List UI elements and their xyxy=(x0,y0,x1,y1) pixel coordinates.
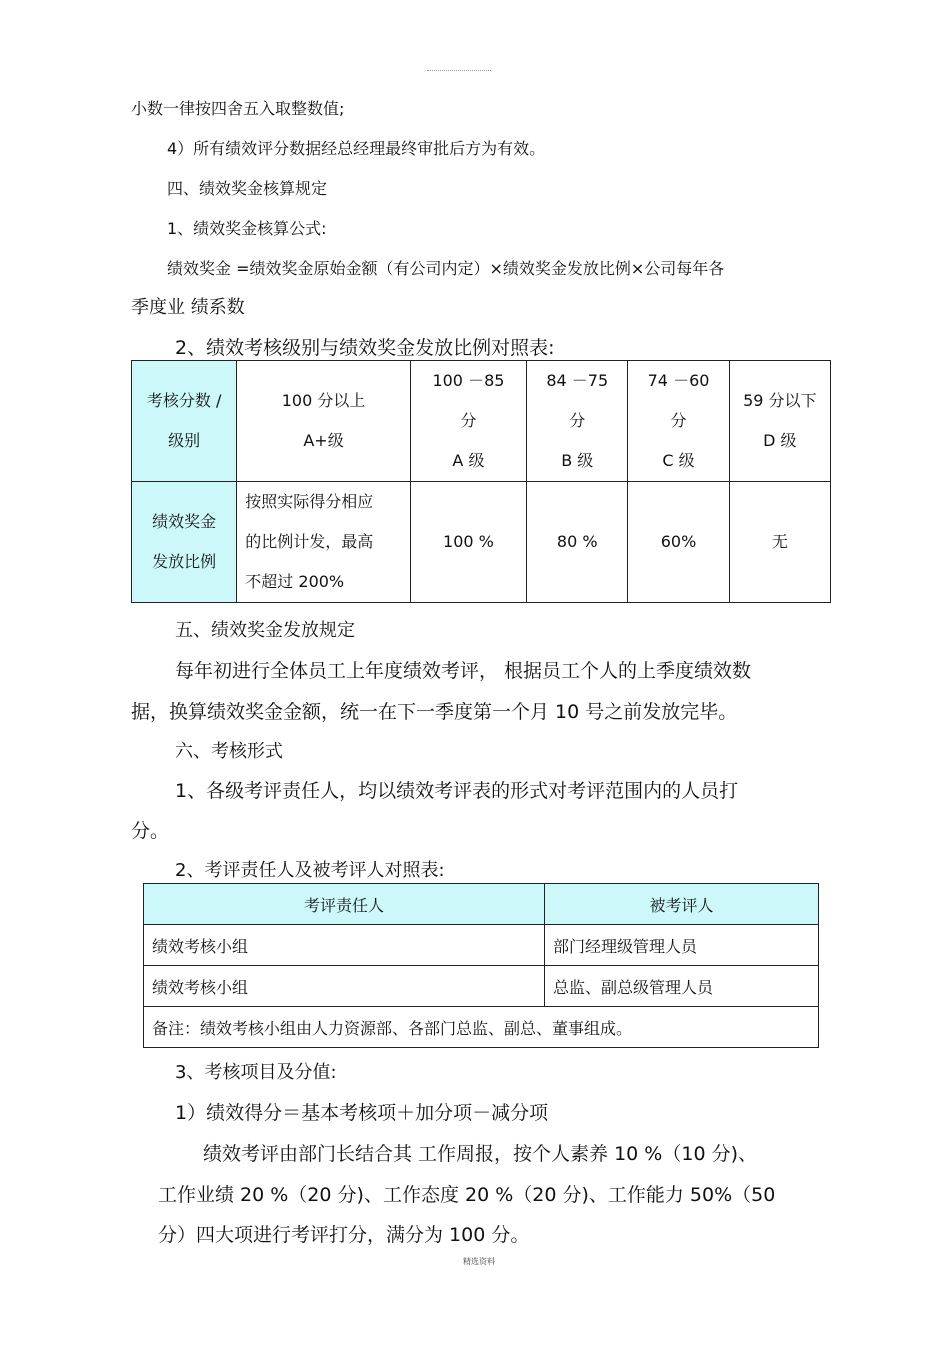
t1-header-a-plus: 100 分以上 A+级 xyxy=(237,361,410,482)
section-heading-3: 3、考核项目及分值: xyxy=(175,1062,337,1083)
t1-cell-b: 80 % xyxy=(527,482,628,603)
table1-caption: 2、绩效考核级别与绩效奖金发放比例对照表: xyxy=(175,337,555,359)
t2-row2-evaluatee: 总监、副总级管理人员 xyxy=(545,966,819,1007)
t1-header-d: 59 分以下 D 级 xyxy=(729,361,830,482)
paragraph-line-5: 绩效考评由部门长结合其 工作周报，按个人素养 10 %（10 分)、 xyxy=(203,1143,757,1165)
text-line-1: 小数一律按四舍五入取整数值; xyxy=(131,99,345,118)
paragraph-line-3: 1、各级考评责任人，均以绩效考评表的形式对考评范围内的人员打 xyxy=(175,780,739,802)
header-rule xyxy=(427,70,491,71)
t1-row-label: 绩效奖金 发放比例 xyxy=(132,482,237,603)
paragraph-line-1: 每年初进行全体员工上年度绩效考评， 根据员工个人的上季度绩效数 xyxy=(175,660,752,682)
t1-cell-d: 无 xyxy=(729,482,830,603)
t1-cell-c: 60% xyxy=(628,482,729,603)
section-heading-5: 五、绩效奖金发放规定 xyxy=(175,620,355,641)
t1-cell-a: 100 % xyxy=(410,482,526,603)
text-line-4: 1、绩效奖金核算公式: xyxy=(167,219,327,238)
t1-cell-a-plus: 按照实际得分相应 的比例计发，最高 不超过 200% xyxy=(237,482,410,603)
paragraph-line-6: 工作业绩 20 %（20 分)、工作态度 20 %（20 分)、工作能力 50%（50 xyxy=(158,1184,776,1206)
section-heading-4: 四、绩效奖金核算规定 xyxy=(167,179,328,198)
t2-header-evaluatee: 被考评人 xyxy=(545,884,819,925)
t1-header-label: 考核分数 / 级别 xyxy=(132,361,237,482)
page-footer: 精选资料 xyxy=(463,1257,495,1266)
paragraph-line-2: 据，换算绩效奖金金额，统一在下一季度第一个月 10 号之前发放完毕。 xyxy=(131,701,738,723)
t1-header-b: 84 －75 分 B 级 xyxy=(527,361,628,482)
paragraph-line-7: 分）四大项进行考评打分，满分为 100 分。 xyxy=(158,1224,530,1246)
table2-caption: 2、考评责任人及被考评人对照表: xyxy=(175,860,445,881)
evaluator-table xyxy=(143,883,819,1048)
t2-note: 备注：绩效考核小组由人力资源部、各部门总监、副总、董事组成。 xyxy=(144,1007,819,1048)
formula-line-cont: 季度业 绩系数 xyxy=(131,297,245,318)
t2-row1-evaluator: 绩效考核小组 xyxy=(144,925,545,966)
t1-header-c: 74 －60 分 C 级 xyxy=(628,361,729,482)
section-heading-6: 六、考核形式 xyxy=(175,741,283,762)
text-line-2: 4）所有绩效评分数据经总经理最终审批后方为有效。 xyxy=(167,139,546,158)
t1-header-a: 100 －85 分 A 级 xyxy=(410,361,526,482)
formula-score: 1）绩效得分＝基本考核项＋加分项－减分项 xyxy=(175,1102,549,1124)
t2-header-evaluator: 考评责任人 xyxy=(144,884,545,925)
grade-ratio-table xyxy=(131,360,831,603)
t2-row2-evaluator: 绩效考核小组 xyxy=(144,966,545,1007)
t2-row1-evaluatee: 部门经理级管理人员 xyxy=(545,925,819,966)
formula-line: 绩效奖金 =绩效奖金原始金额（有公司内定）×绩效奖金发放比例×公司每年各 xyxy=(167,259,725,278)
paragraph-line-4: 分。 xyxy=(131,820,170,842)
